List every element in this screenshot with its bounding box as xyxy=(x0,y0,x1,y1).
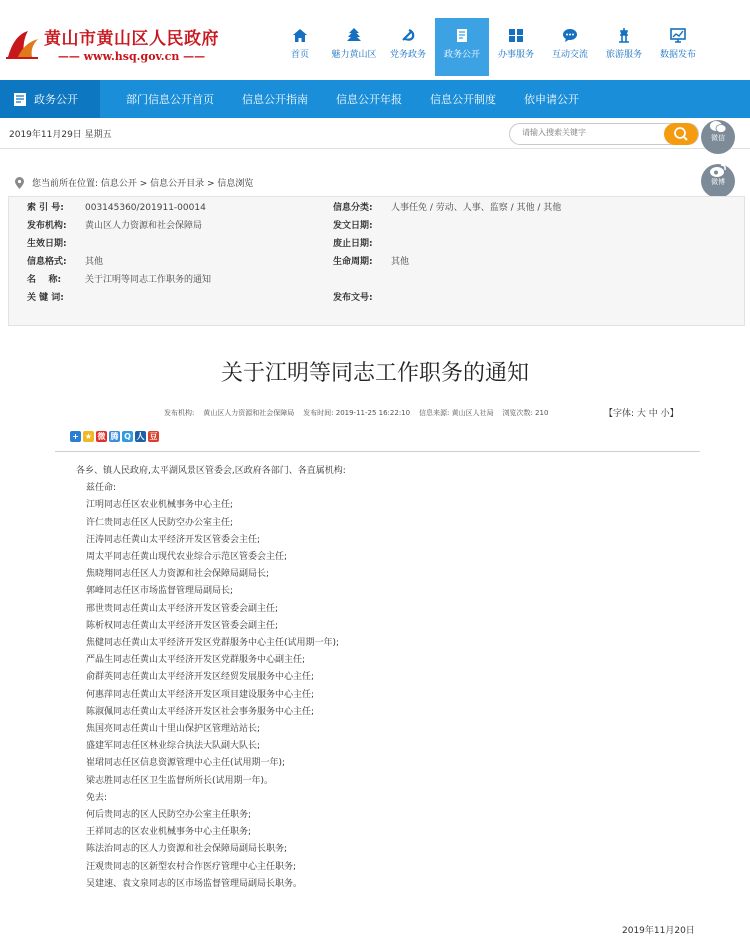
weibo-button[interactable]: 微博 xyxy=(701,164,735,198)
share-more-icon[interactable]: + xyxy=(70,431,81,442)
tower-icon xyxy=(616,28,632,43)
article-title: 关于江明等同志工作职务的通知 xyxy=(220,361,529,386)
grid-apps-icon xyxy=(508,28,524,43)
removal-item: 王祥同志的区农业机械事务中心主任职务; xyxy=(86,827,252,838)
subnav-link-system[interactable]: 信息公开制度 xyxy=(430,93,496,106)
nav-data[interactable] xyxy=(651,18,705,76)
weibo-icon xyxy=(709,164,727,178)
info-metadata-table xyxy=(8,196,745,326)
nav-interact[interactable] xyxy=(543,18,597,76)
nav-label: 互动交流 xyxy=(551,50,588,60)
appointment-item: 盛建军同志任区林业综合执法大队副大队长; xyxy=(86,741,261,752)
appointment-item: 俞群英同志任黄山太平经济开发区经贸发展服务中心主任; xyxy=(86,672,315,683)
party-emblem-icon xyxy=(400,28,416,43)
chat-bubble-icon xyxy=(562,28,578,43)
site-logo[interactable] xyxy=(4,24,219,63)
appointment-item: 何惠萍同志任黄山太平经济开发区项目建设服务中心主任; xyxy=(86,689,315,700)
share-icons-row xyxy=(70,431,161,442)
appointment-item: 郭峰同志任区市场监督管理局副局长; xyxy=(86,586,234,597)
share-qzone-icon[interactable]: ★ xyxy=(84,432,93,441)
share-douban-icon[interactable]: 豆 xyxy=(149,432,158,441)
site-url: —— www.hsq.gov.cn —— xyxy=(57,50,206,63)
appoint-heading: 兹任命: xyxy=(86,483,117,494)
nav-label: 魅力黄山区 xyxy=(331,50,377,60)
salutation: 各乡、镇人民政府,太平湖风景区管委会,区政府各部门、各直属机构: xyxy=(76,466,346,476)
meta-category: 信息分类: 人事任免 / 劳动、人事、监察 / 其他 / 其他 xyxy=(333,203,562,213)
nav-gov-open[interactable] xyxy=(435,18,489,76)
removal-item: 何后贵同志的区人民防空办公室主任职务; xyxy=(86,810,252,821)
appointment-item: 许仁贵同志任区人民防空办公室主任; xyxy=(86,517,234,528)
subnav-link-guide[interactable]: 信息公开指南 xyxy=(242,93,308,106)
share-renren-icon[interactable]: 人 xyxy=(136,432,145,441)
subnav-link-annual-report[interactable]: 信息公开年报 xyxy=(336,93,402,106)
home-icon xyxy=(292,28,308,43)
main-nav xyxy=(273,18,705,76)
appointment-item: 焦健同志任黄山太平经济开发区党群服务中心主任(试用期一年); xyxy=(86,638,340,649)
appointment-item: 陈析权同志任黄山太平经济开发区管委会副主任; xyxy=(86,620,279,631)
location-pin-icon xyxy=(15,177,24,189)
appointment-item: 汪涛同志任黄山太平经济开发区管委会主任; xyxy=(86,534,261,545)
site-header xyxy=(0,0,750,80)
divider xyxy=(55,451,700,452)
pine-tree-icon xyxy=(346,28,362,43)
removal-item: 汪观贵同志的区新型农村合作医疗管理中心主任职务; xyxy=(86,861,297,872)
breadcrumb: 您当前所在位置: 信息公开 > 信息公开目录 > 信息浏览 xyxy=(15,176,253,189)
appointment-item: 焦晓翔同志任区人力资源和社会保障局副局长; xyxy=(86,569,270,580)
share-tencent-icon[interactable]: 腾 xyxy=(110,432,119,441)
subnav-link-application[interactable]: 依申请公开 xyxy=(524,93,579,106)
nav-tourism[interactable] xyxy=(597,18,651,76)
nav-label: 党务政务 xyxy=(389,50,426,60)
document-icon xyxy=(454,28,470,43)
meta-doc-number: 发布文号: xyxy=(333,293,373,303)
nav-charm[interactable] xyxy=(327,18,381,76)
meta-format: 信息格式: 其他 xyxy=(27,257,104,267)
appointment-item: 江明同志任区农业机械事务中心主任; xyxy=(86,500,234,511)
nav-service[interactable] xyxy=(489,18,543,76)
search-icon xyxy=(664,123,698,145)
list-document-icon xyxy=(14,93,26,106)
site-title: 黄山市黄山区人民政府 xyxy=(44,29,219,49)
appointment-item: 陈淑佩同志任黄山太平经济开发区社会事务服务中心主任; xyxy=(86,706,315,717)
appointment-item: 焦国亮同志任黄山十里山保护区管理站站长; xyxy=(86,724,261,735)
share-weibo-icon[interactable]: 微 xyxy=(97,432,106,441)
appointment-item: 崔珺同志任区信息资源管理中心主任(试用期一年); xyxy=(86,758,286,769)
remove-heading: 免去: xyxy=(86,792,108,803)
meta-lifecycle: 生命周期: 其他 xyxy=(333,257,410,267)
nav-party[interactable] xyxy=(381,18,435,76)
removal-item: 陈法治同志的区人力资源和社会保障局副局长职务; xyxy=(86,844,288,855)
meta-keywords: 关 键 词: xyxy=(27,293,64,303)
meta-name: 名 称: 关于江明等同志工作职务的通知 xyxy=(27,275,212,285)
current-date: 2019年11月29日 星期五 xyxy=(9,130,112,140)
document-date: 2019年11月20日 xyxy=(622,926,695,936)
nav-label: 数据发布 xyxy=(659,50,696,60)
search-box xyxy=(509,123,699,145)
nav-label: 旅游服务 xyxy=(605,50,642,60)
meta-effective-date: 生效日期: xyxy=(27,239,67,249)
meta-index: 索 引 号: 003145360/201911-00014 xyxy=(27,203,206,213)
publish-info: 发布机构: 黄山区人力资源和社会保障局 发布时间: 2019-11-25 16:22:10 信息来源: 黄山区人社局 浏览次数: 210 xyxy=(164,409,549,417)
removal-item: 吴建速、袁文泉同志的区市场监督管理局副局长职务。 xyxy=(86,878,303,889)
appointment-item: 严晶生同志任黄山太平经济开发区党群服务中心副主任; xyxy=(86,655,306,666)
nav-label: 首页 xyxy=(290,50,309,60)
nav-label: 办事服务 xyxy=(497,50,534,60)
search-input[interactable] xyxy=(522,128,662,137)
meta-doc-date: 发文日期: xyxy=(333,221,373,231)
article-body xyxy=(76,463,346,893)
wechat-icon xyxy=(709,120,727,134)
section-nav-bar xyxy=(0,80,750,118)
section-links xyxy=(110,80,579,118)
logo-emblem-icon xyxy=(4,27,40,61)
appointment-item: 梁志胜同志任区卫生监督所所长(试用期一年)。 xyxy=(86,775,274,786)
chart-icon xyxy=(670,28,686,43)
font-size-switch[interactable]: 【字体: 大 中 小】 xyxy=(604,409,679,419)
nav-home[interactable] xyxy=(273,18,327,76)
share-qq-icon[interactable]: Q xyxy=(122,431,133,442)
appointment-item: 周太平同志任黄山现代农业综合示范区管委会主任; xyxy=(86,552,288,563)
appointment-item: 邢世贵同志任黄山太平经济开发区管委会副主任; xyxy=(86,603,279,614)
meta-issuer: 发布机构: 黄山区人力资源和社会保障局 xyxy=(27,221,203,231)
date-bar xyxy=(0,118,750,149)
search-button[interactable] xyxy=(664,123,698,145)
nav-label: 政务公开 xyxy=(443,50,480,60)
subnav-link-home[interactable]: 部门信息公开首页 xyxy=(126,93,214,106)
wechat-button[interactable]: 微信 xyxy=(701,120,735,154)
meta-repeal-date: 废止日期: xyxy=(333,239,373,249)
section-title[interactable]: 政务公开 xyxy=(0,80,100,118)
